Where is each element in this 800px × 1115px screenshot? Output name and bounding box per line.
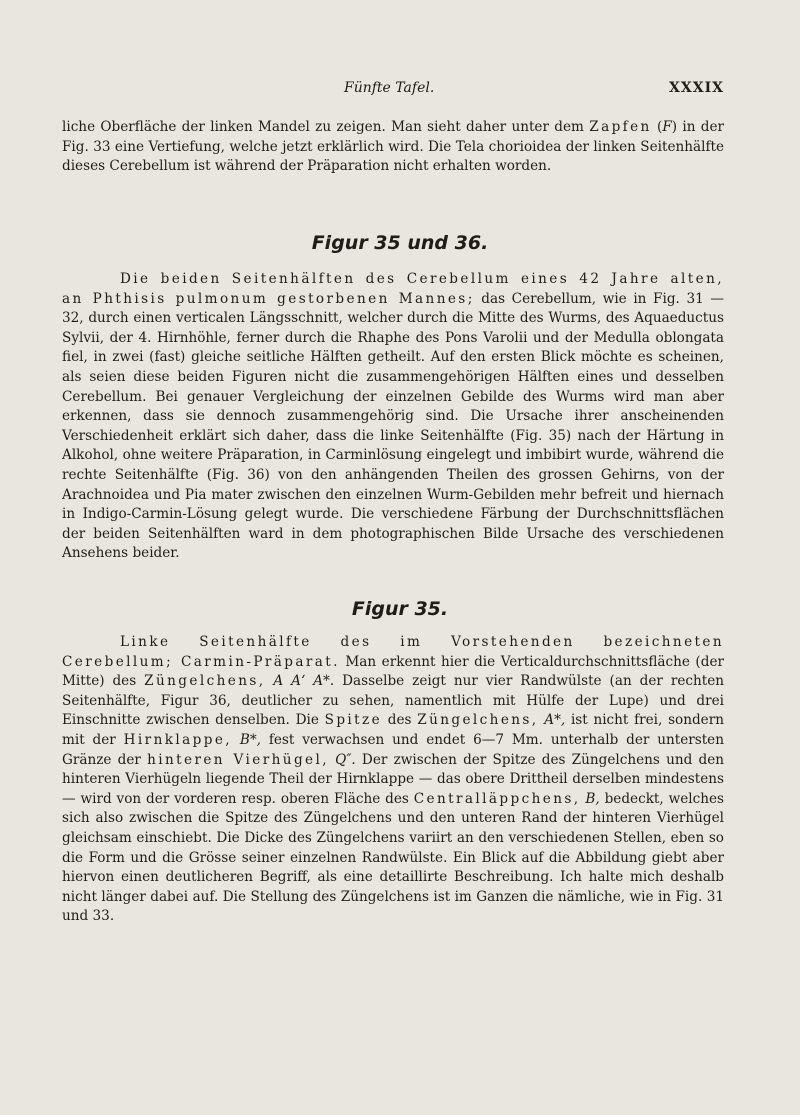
spaced-term: Centralläppchens, <box>413 790 581 807</box>
paragraph-figur-35-36 <box>62 270 724 564</box>
spaced-term: Hirnklappe, <box>123 731 232 748</box>
section-heading-figur-35: Figur 35. <box>351 598 449 620</box>
text-run: bedeckt, welches sich also zwischen die Spitze des Züngelchens und den unteren Rand der hinteren Vierhügel gleichsam einschiebt. Die Dicke des Züngelchens variirt an den verschiedenen Stellen, eben so die Form und die Grösse seiner einzelnen Randwülste. Ein Blick auf die Abbildung giebt aber hiervon einen deutlicheren Begriff, als eine detaillirte Beschreibung. Ich halte mich deshalb nicht länger dabei auf. Die Stellung des Züngelchens ist im Ganzen die nämliche, wie in Fig. 31 und 33. <box>62 790 725 925</box>
section-heading-figur-35-36: Figur 35 und 36. <box>311 232 489 254</box>
spaced-term: Zapfen <box>589 119 652 135</box>
text-run: ) in der Fig. 33 eine Vertiefung, welche jetzt erklärlich wird. Die Tela chorioidea der linken Seitenhälfte dieses Cerebellum ist während der Präparation nicht erhalten worden. <box>62 119 725 175</box>
page-header <box>62 80 724 100</box>
text-run: Man erkennt hier die Verticaldurchschnittsfläche (der Mitte) des <box>62 653 724 690</box>
spaced-term: Spitze <box>324 712 383 729</box>
figure-letter: B*, <box>232 731 261 748</box>
figure-letter: F <box>662 119 672 135</box>
text-run: Dasselbe zeigt nur vier Randwülste (an der rechten Seitenhälfte, Figur 36, deutlicher zu sehen, namentlich mit Hülfe der Lupe) und drei Einschnitte zwischen denselben. Die <box>62 673 725 729</box>
spaced-term: hinteren Vierhügel, <box>147 751 329 768</box>
figure-letter: Q″. <box>328 751 356 768</box>
text-run: ( <box>651 119 663 135</box>
spaced-term: Züngelchens, <box>144 673 266 690</box>
text-run: liche Oberfläche der linken Mandel zu zeigen. Man sieht daher unter dem <box>62 119 590 135</box>
text-run: fest verwachsen und endet 6—7 Mm. unterhalb der untersten Gränze der <box>62 731 724 768</box>
running-title: Fünfte Tafel. <box>344 80 435 96</box>
text-run: das Cerebellum, wie in Fig. 31 — 32, durch einen verticalen Längsschnitt, welcher durch die Mitte des Wurms, des Aquaeductus Sylvii, der 4. Hirnhöhle, ferner durch die Rhaphe des Pons Varolii und der Medulla oblongata fiel, in zwei (fast) gleiche seitliche Hälften getheilt. Auf den ersten Blick möchte es scheinen, als seien diese beiden Figuren nicht die zusammengehörigen Hälften eines und desselben Cerebellum. Bei genauer Vergleichung der einzelnen Gebilde des Wurms wird man aber erkennen, dass sie dennoch zusammengehörig sind. Die Ursache ihrer anscheinenden Verschiedenheit erklärt sich daher, dass die linke Seitenhälfte (Fig. 35) nach der Härtung in Alkohol, ohne weitere Präparation, in Carminlösung eingelegt und imbibirt wurde, während die rechte Seitenhälfte (Fig. 36) von den anhängenden Theilen des grossen Gehirns, von der Arachnoidea und Pia mater zwischen den einzelnen Wurm-Gebilden mehr befreit und hiernach in Indigo-Carmin-Lösung gelegt wurde. Die verschiedene Färbung der Durchschnittsflächen der beiden Seitenhälften ward in dem photographischen Bilde Ursache des verschiedenen Ansehens beider. <box>62 290 724 562</box>
paragraph-figur-35 <box>62 633 724 927</box>
text-run: des <box>382 712 418 729</box>
text-run: ist nicht frei, sondern mit der <box>62 712 724 748</box>
figure-letter: A A‘ A*. <box>265 673 335 690</box>
text-run: Der zwischen der Spitze des Züngelchens und den hinteren Vierhügeln liegende Theil der Hirnklappe — das obere Drittheil derselben mindestens — wird von der vorderen resp. oberen Fläche des <box>62 751 724 807</box>
spaced-intro: Die beiden Seitenhälften des Cerebellum eines 42 Jahre alten, an Phthisis pulmonum gestorbenen Mannes; <box>62 271 724 307</box>
page-number: XXXIX <box>669 80 724 96</box>
spaced-term: Züngelchens, <box>417 712 539 729</box>
spaced-intro: Linke Seitenhälfte des im Vorstehenden bezeichneten Cerebellum; Carmin-Präparat. <box>62 634 724 670</box>
figure-letter: B, <box>580 790 600 807</box>
paragraph-continuation <box>62 118 724 177</box>
figure-letter: A*, <box>538 712 566 729</box>
